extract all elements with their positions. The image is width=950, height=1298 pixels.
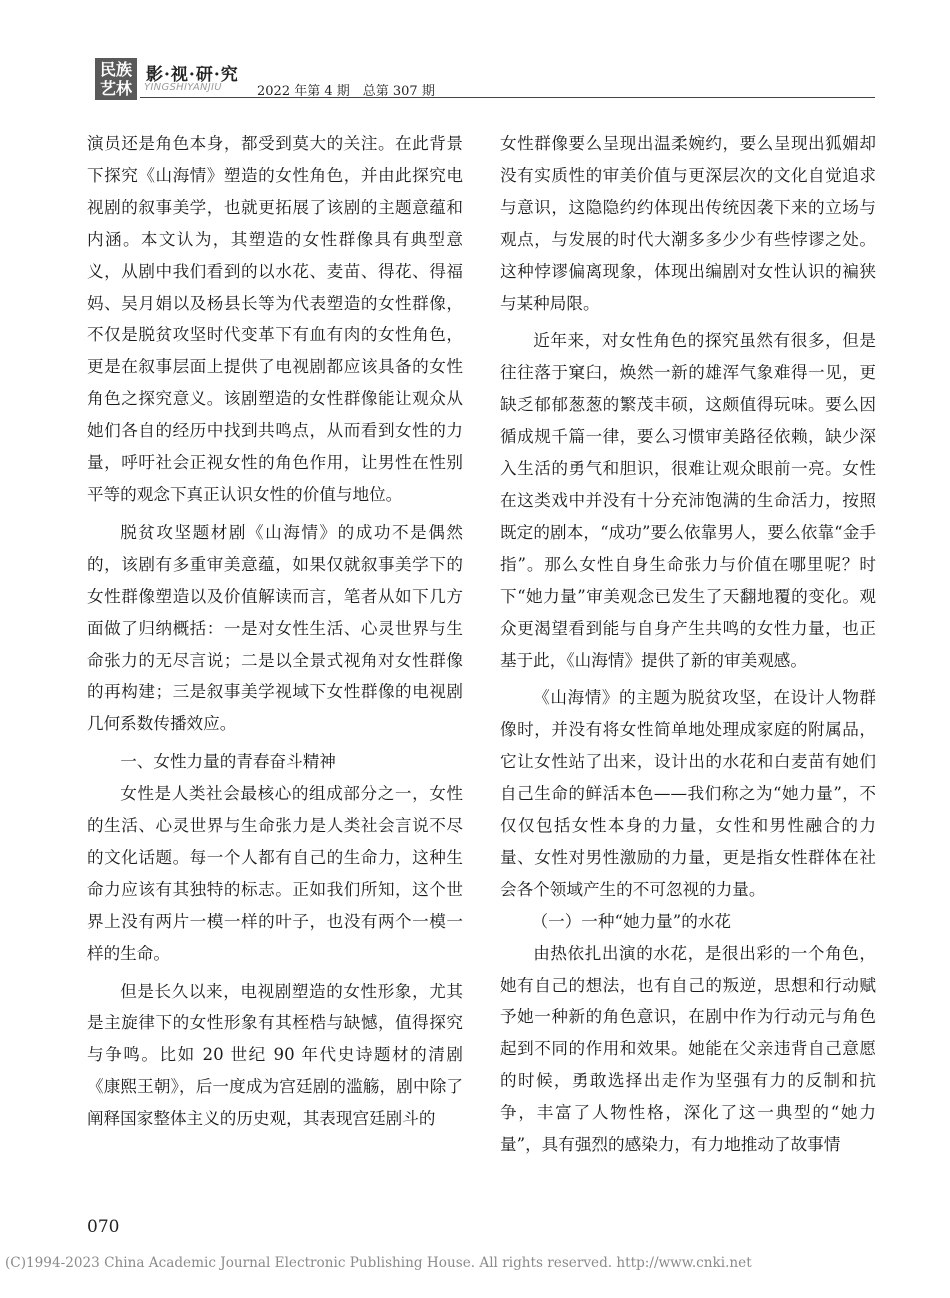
paragraph: 演员还是角色本身，都受到莫大的关注。在此背景下探究《山海情》塑造的女性角色，并由此探究电视剧的叙事美学，也就更拓展了该剧的主题意蕴和内涵。本文认为，其塑造的女性群像具有典型意义，从剧中我们看到的以水花、麦苗、得花、得福妈、吴月娟以及杨县长等为代表塑造的女性群像，不仅是脱贫攻坚时代变革下有血有肉的女性角色，更是在叙事层面上提供了电视剧都应该具备的女性角色之探究意义。该剧塑造的女性群像能让观众从她们各自的经历中找到共鸣点，从而看到女性的力量，呼吁社会正视女性的角色作用，让男性在性别平等的观念下真正认识女性的价值与地位。 (87, 134, 463, 504)
paragraph: 近年来，对女性角色的探究虽然有很多，但是往往落于窠臼，焕然一新的雄浑气象难得一见，更缺乏郁郁葱葱的繁茂丰硕，这颇值得玩味。要么因循成规千篇一律，要么习惯审美路径依赖，缺少深入生活的勇气和胆识，很难让观众眼前一亮。女性在这类戏中并没有十分充沛饱满的生命活力，按照既定的剧本，“成功”要么依靠男人，要么依靠“金手指”。那么女性自身生命张力与价值在哪里呢？时下“她力量”审美观念已发生了天翻地覆的变化。观众更渴望看到能与自身产生共鸣的女性力量，也正基于此，《山海情》提供了新的审美观感。 (500, 331, 876, 670)
section-heading: 一、女性力量的青春奋斗精神 (120, 752, 336, 772)
right-column (500, 128, 876, 1161)
left-column (87, 128, 463, 1135)
paragraph: 《山海情》的主题为脱贫攻坚，在设计人物群像时，并没有将女性简单地处理成家庭的附属品，它让女性站了出来，设计出的水花和白麦苗有她们自己生命的鲜活本色——我们称之为“她力量”，不仅仅包括女性本身的力量，女性和男性融合的力量、女性对男性激励的力量，更是指女性群体在社会各个领域产生的不可忽视的力量。 (500, 688, 876, 899)
journal-logo: 民族 艺林 (95, 58, 137, 100)
journal-pinyin: YINGSHIYANJIU (144, 82, 222, 93)
paragraph: 由热依扎出演的水花，是很出彩的一个角色，她有自己的想法，也有自己的叛逆，思想和行动赋予她一种新的角色意识，在剧中作为行动元与角色起到不同的作用和效果。她能在父亲违背自己意愿的时候，勇敢选择出走作为坚强有力的反制和抗争，丰富了人物性格，深化了这一典型的“她力量”，具有强烈的感染力，有力地推动了故事情 (500, 943, 876, 1155)
subsection-heading: （一）一种“她力量”的水花 (531, 911, 732, 931)
paragraph: 脱贫攻坚题材剧《山海情》的成功不是偶然的，该剧有多重审美意蕴，如果仅就叙事美学下的女性群像塑造以及价值解读而言，笔者从如下几方面做了归纳概括：一是对女性生活、心灵世界与生命张力的无尽言说；二是以全景式视角对女性群像的再构建；三是叙事美学视域下女性群像的电视剧几何系数传播效应。 (87, 522, 463, 734)
paragraph: 但是长久以来，电视剧塑造的女性形象，尤其是主旋律下的女性形象有其桎梏与缺憾，值得探究与争鸣。比如 20 世纪 90 年代史诗题材的清剧《康熙王朝》，后一度成为宫廷剧的滥觞，剧中除了阐释国家整体主义的历史观，其表现宫廷剧斗的 (87, 981, 463, 1129)
page-number: 070 (87, 1217, 120, 1237)
journal-name: 影·视·研·究 (146, 65, 239, 85)
copyright-notice: (C)1994-2023 China Academic Journal Electronic Publishing House. All rights reserved. http://www.cnki.net (5, 1255, 752, 1271)
paragraph: 女性群像要么呈现出温柔婉约，要么呈现出狐媚却没有实质性的审美价值与更深层次的文化自觉追求与意识，这隐隐约约体现出传统因袭下来的立场与观点，与发展的时代大潮多多少少有些悖谬之处。这种悖谬偏离现象，体现出编剧对女性认识的褊狭与某种局限。 (500, 134, 876, 313)
issue-info: 2022 年第 4 期 总第 307 期 (257, 84, 435, 99)
paragraph: 女性是人类社会最核心的组成部分之一，女性的生活、心灵世界与生命张力是人类社会言说不尽的文化话题。每一个人都有自己的生命力，这种生命力应该有其独特的标志。正如我们所知，这个世界上没有两片一模一样的叶子，也没有两个一模一样的生命。 (87, 784, 463, 963)
header-rule (140, 97, 875, 98)
